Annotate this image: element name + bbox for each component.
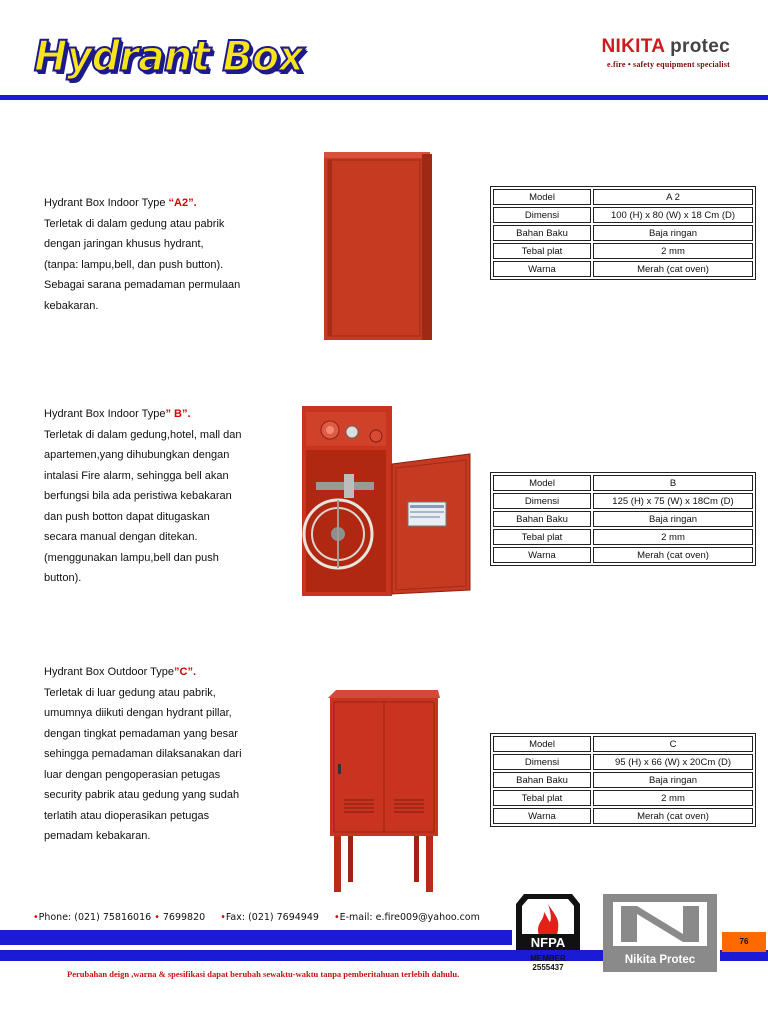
hydrant-box-c-image	[326, 688, 442, 894]
bullet-icon: •	[33, 912, 39, 923]
table-row: Bahan Baku Baja ringan	[493, 511, 753, 527]
nfpa-member-number: 2555437	[532, 963, 564, 972]
footer-bar	[0, 950, 708, 961]
table-row: Model A 2	[493, 189, 753, 205]
table-row: Dimensi 95 (H) x 66 (W) x 20Cm (D)	[493, 754, 753, 770]
desc-line: luar dengan pengoperasian petugas	[44, 768, 221, 781]
brand-block	[602, 36, 730, 69]
desc-line: dengan jaringan khusus hydrant,	[44, 238, 204, 250]
header-divider	[0, 95, 768, 100]
hydrant-box-b-image	[300, 404, 478, 598]
desc-line: Terletak di dalam gedung atau pabrik	[44, 217, 225, 230]
table-row: Tebal plat 2 mm	[493, 529, 753, 545]
desc-line: intalasi Fire alarm, sehingga bell akan	[44, 469, 229, 482]
desc-line: secara manual dengan ditekan.	[44, 531, 198, 543]
desc-line: security pabrik atau gedung yang sudah	[44, 789, 240, 801]
nfpa-logo-text: NFPA	[530, 935, 566, 950]
phone2-text: 7699820	[162, 912, 206, 923]
phone-text: Phone: (021) 75816016	[38, 912, 152, 923]
spec-table-c	[490, 733, 756, 827]
table-row: Tebal plat 2 mm	[493, 790, 753, 806]
desc-line: Terletak di luar gedung atau pabrik,	[44, 686, 216, 699]
email-text: E-mail: e.fire009@yahoo.com	[339, 912, 480, 923]
bullet-icon: •	[154, 912, 160, 923]
contact-info	[33, 912, 480, 923]
table-row: Warna Merah (cat oven)	[493, 547, 753, 563]
spec-table-b	[490, 472, 756, 566]
table-row: Bahan Baku Baja ringan	[493, 225, 753, 241]
heading-a2: Hydrant Box Indoor Type “A2”.	[44, 197, 197, 209]
table-row: Warna Merah (cat oven)	[493, 261, 753, 277]
desc-line: sehingga pemadaman dilaksanakan dari	[44, 748, 242, 760]
description-c	[44, 662, 280, 847]
fax-text: Fax: (021) 7694949	[225, 912, 319, 923]
brand-name: NIKITA protec	[601, 36, 730, 57]
desc-line: berfungsi bila ada peristiwa kebakaran	[44, 490, 232, 502]
desc-line: apartemen,yang dihubungkan dengan	[44, 449, 230, 461]
company-logo	[603, 894, 717, 972]
company-logo-label: Nikita Protec	[624, 954, 696, 966]
heading-c: Hydrant Box Outdoor Type”C”.	[44, 666, 197, 678]
bullet-icon: •	[333, 912, 340, 923]
desc-line: (menggunakan lampu,bell dan push	[44, 551, 219, 564]
table-row: Tebal plat 2 mm	[493, 243, 753, 259]
page-title-logo: Hydrant Box	[34, 32, 304, 82]
hydrant-box-a2-image	[322, 150, 434, 342]
description-b	[44, 404, 280, 589]
table-row: Bahan Baku Baja ringan	[493, 772, 753, 788]
page-number: 76	[722, 932, 766, 952]
desc-line: pemadam kebakaran.	[44, 830, 151, 842]
table-row: Model B	[493, 475, 753, 491]
company-logo-icon	[603, 894, 717, 954]
desc-line: Sebagai sarana pemadaman permulaan	[44, 279, 241, 291]
table-row: Warna Merah (cat oven)	[493, 808, 753, 824]
desc-line: button).	[44, 572, 82, 584]
desc-line: (tanpa: lampu,bell, dan push button).	[44, 258, 224, 271]
bullet-icon: •	[220, 912, 226, 923]
nfpa-member-label: MEMBER	[530, 954, 566, 963]
brand-tagline: e.fire • safety equipment specialist	[607, 60, 730, 69]
table-row: Model C	[493, 736, 753, 752]
table-row: Dimensi 125 (H) x 75 (W) x 18Cm (D)	[493, 493, 753, 509]
desc-line: Terletak di dalam gedung,hotel, mall dan	[44, 428, 242, 441]
desc-line: dan push botton dapat ditugaskan	[44, 510, 210, 523]
footer-bar	[0, 930, 512, 945]
table-row: Dimensi 100 (H) x 80 (W) x 18 Cm (D)	[493, 207, 753, 223]
disclaimer-text: Perubahan deign ,warna & spesifikasi dapat berubah sewaktu-waktu tanpa pemberitahuan terlebih dahulu.	[67, 969, 460, 979]
desc-line: umumnya diikuti dengan hydrant pillar,	[44, 707, 232, 719]
heading-b: Hydrant Box Indoor Type” B”.	[44, 408, 191, 420]
description-a2	[44, 193, 280, 316]
spec-table-a2	[490, 186, 756, 280]
nfpa-member-block	[516, 954, 580, 972]
desc-line: kebakaran.	[44, 299, 99, 312]
desc-line: dengan tingkat pemadaman yang besar	[44, 727, 238, 740]
desc-line: terlatih atau dioperasikan petugas	[44, 809, 210, 822]
